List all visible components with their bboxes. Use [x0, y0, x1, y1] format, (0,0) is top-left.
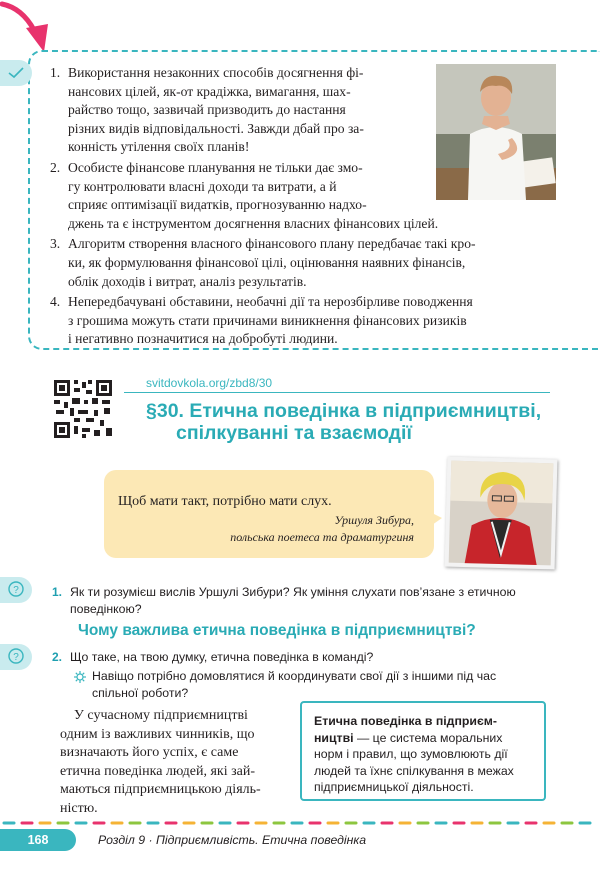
young-man-illustration — [436, 64, 556, 200]
text-line: з грошима можуть стати причинами виникнення фінансових ризиків — [68, 312, 467, 328]
text-line: Алгоритм створення власного фінансового плану передбачає такі кро- — [68, 236, 476, 252]
quote-author — [230, 512, 414, 546]
section-title-line: §30. Етична поведінка в підприємництві, — [146, 400, 542, 422]
quote-tail — [422, 508, 442, 532]
link-underline — [124, 392, 550, 393]
quote-author-role: польська поетеса та драматургиня — [230, 530, 414, 544]
section-title — [146, 400, 541, 444]
text-line: — це система моральних — [353, 730, 503, 745]
text-line: ністю. — [60, 800, 98, 816]
footer-dashes — [0, 820, 600, 826]
text-line: нансових цілей, як-от крадіжка, вимагання, шах- — [68, 83, 351, 99]
text-line: людей та їхнє спілкування в межах — [314, 763, 514, 778]
definition-term: ництві — [314, 730, 354, 745]
text-line: етична поведінка людей, які зай- — [60, 763, 256, 779]
item-number: 4. — [50, 294, 61, 310]
qr-code[interactable] — [52, 378, 114, 440]
text-line: поведінкою? — [70, 601, 142, 616]
svg-text:?: ? — [13, 652, 19, 663]
summary-item-1 — [50, 64, 422, 157]
text-line: визначають його успіх, є саме — [60, 745, 239, 760]
text-line: маються підприємницькою діяль- — [60, 782, 261, 797]
question-2-text: Що таке, на твою думку, етична поведінка в команді? — [70, 650, 374, 664]
definition-box — [300, 701, 546, 801]
question-1-text — [70, 584, 516, 617]
text-line: облік доходів і витрат, аналіз результатів. — [68, 273, 307, 289]
text-line: підприємницької діяльності. — [314, 780, 474, 794]
text-line: одним із важливих чинників, що — [60, 726, 255, 742]
item-number: 2. — [50, 159, 61, 175]
body-paragraph — [60, 707, 288, 818]
text-line: конність утілення своїх планів! — [68, 139, 250, 155]
text-line: райство тощо, зазвичай призводить до настання — [68, 102, 346, 118]
text-line: сприяє оптимізації видатків, прогнозуванню надхо- — [68, 197, 367, 213]
subheading: Чому важлива етична поведінка в підприємництві? — [78, 622, 476, 639]
text-line: Використання незаконних способів досягнення фі- — [68, 65, 364, 80]
summary-item-3 — [50, 235, 560, 291]
check-badge — [0, 60, 32, 86]
summary-item-4 — [50, 293, 560, 349]
text-line: джень та є інструментом досягнення власних фінансових цілей. — [68, 215, 439, 231]
text-line: норм і правил, що зумовлюють дії — [314, 747, 508, 761]
question-icon — [7, 648, 25, 666]
definition-term: Етична поведінка в підприєм- — [314, 714, 497, 728]
question-number: 1. — [52, 585, 63, 599]
text-line: Особисте фінансове планування не тільки дає змо- — [68, 159, 363, 175]
text-line: У сучасному підприємництві — [74, 708, 248, 723]
question-badge — [0, 577, 32, 603]
text-line: різних видів відповідальності. Завжди дбай про за- — [68, 120, 364, 136]
question-icon — [7, 581, 25, 599]
question-number: 2. — [52, 650, 63, 664]
gear-icon — [74, 671, 86, 683]
item-number: 3. — [50, 236, 61, 252]
quote-author-name: Уршуля Зибура, — [334, 513, 414, 527]
section-link[interactable]: svitdovkola.org/zbd8/30 — [146, 376, 273, 390]
text-line: гу контролювати власні доходи та витрати, а й — [68, 178, 337, 194]
section-title-line: спілкуванні та взаємодії — [176, 422, 412, 444]
text-line: Як ти розумієш вислів Уршулі Зибури? Як уміння слухати пов’язане з етичною — [70, 585, 516, 599]
checkmark-icon — [8, 67, 24, 79]
page-number: 168 — [0, 829, 76, 851]
footer-chapter: Розділ 9 · Підприємливість. Етична поведінка — [98, 833, 367, 847]
text-line: ки, як формулювання фінансової цілі, оцінювання наявних фінансів, — [68, 254, 466, 270]
item-number: 1. — [50, 65, 61, 80]
text-line: спільної роботи? — [92, 685, 189, 700]
text-line: Непередбачувані обставини, необачні дії та нерозбірливе поводження — [68, 294, 473, 310]
photo-poet — [445, 457, 558, 570]
text-line: і негативно позначитися на добробуті людини. — [68, 331, 338, 347]
poet-illustration — [445, 457, 558, 570]
text-line: Навіщо потрібно домовлятися й координувати свої дії з іншими під час — [92, 669, 497, 683]
question-badge — [0, 644, 32, 670]
quote-text: Щоб мати такт, потрібно мати слух. — [118, 494, 332, 509]
svg-text:?: ? — [13, 585, 19, 596]
question-2-sub — [92, 668, 496, 701]
photo-young-man — [436, 64, 556, 200]
